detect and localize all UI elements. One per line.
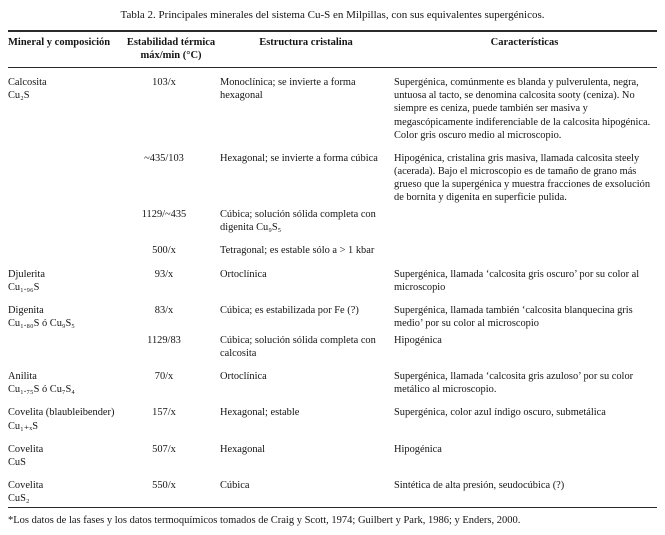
cell-structure: Ortoclínica <box>220 268 267 280</box>
mineral-name: Covelita <box>8 479 44 491</box>
mineral-name: Calcosita <box>8 77 47 89</box>
cell-mineral <box>8 435 124 471</box>
cell-mineral <box>8 296 124 332</box>
mineral-name: Digenita <box>8 304 44 316</box>
cell-stability: 1129/83 <box>147 335 181 346</box>
cell-characteristics: Supergénica, llamada ‘calcosita gris azuloso’ por su color metálico al microscopio. <box>394 371 634 396</box>
mineral-formula: Cu₁.₇₅S ó Cu₇S₄ <box>8 384 75 396</box>
cell-structure: Cúbica <box>220 479 250 491</box>
table-caption: Tabla 2. Principales minerales del sistema Cu-S en Milpillas, con sus equivalentes supergénicos. <box>120 9 545 21</box>
col-header-mineral: Mineral y composición <box>8 31 124 68</box>
cell-structure: Ortoclínica <box>220 371 267 383</box>
cell-characteristics: Supergénica, llamada también ‘calcosita blanquecina gris medio’ por su color al microscopio <box>394 304 633 329</box>
cell-mineral <box>8 398 124 434</box>
cell-characteristics <box>394 206 657 236</box>
cell-mineral <box>8 144 124 206</box>
table-row <box>8 260 657 296</box>
mineral-name: Covelita <box>8 443 44 455</box>
cell-stability: ~435/103 <box>144 152 184 164</box>
table-row <box>8 362 657 398</box>
col-header-stability: Estabilidad térmica máx/min (°C) <box>124 31 220 68</box>
mineral-name: Djulerita <box>8 268 45 280</box>
table-footnote: *Los datos de las fases y los datos termoquímicos tomados de Craig y Scott, 1974; Guilbert y Park, 1986; y Enders, 2000. <box>8 515 521 527</box>
mineral-formula: Cu₁₊ₓS <box>8 420 39 432</box>
table-row <box>8 296 657 332</box>
cell-characteristics: Sintética de alta presión, seudocúbica (?) <box>394 479 565 491</box>
table-row <box>8 68 657 144</box>
cell-stability: 70/x <box>154 371 174 383</box>
table-row <box>8 398 657 434</box>
cell-stability: 103/x <box>152 77 176 89</box>
table-row <box>8 332 657 362</box>
table-header <box>8 31 657 68</box>
cell-structure: Monoclínica; se invierte a forma hexagonal <box>220 77 356 102</box>
cell-structure: Tetragonal; es estable sólo a > 1 kbar <box>220 245 375 257</box>
mineral-formula: Cu₁.₉₆S <box>8 281 40 293</box>
table-row <box>8 206 657 236</box>
cell-structure: Hexagonal; estable <box>220 407 300 419</box>
cell-characteristics: Supergénica, color azul índigo oscuro, submetálica <box>394 407 606 419</box>
table-row <box>8 236 657 259</box>
cell-stability: 507/x <box>152 443 176 455</box>
table-row <box>8 144 657 206</box>
cell-structure: Cúbica; solución sólida completa con calcosita <box>220 335 376 360</box>
col-header-characteristics: Características <box>394 31 657 68</box>
cell-mineral <box>8 236 124 259</box>
mineral-formula: Cu₂S <box>8 90 30 102</box>
mineral-name: Anilita <box>8 371 37 383</box>
cell-mineral <box>8 332 124 362</box>
cell-stability: 1129/~435 <box>141 209 187 221</box>
cell-characteristics: Hipogénica, cristalina gris masiva, llamada calcosita steely (acerada). Bajo el microscopio es de tamaño de grano más grueso que la supergénica y muestra fracciones de exsolución de bornita y digenita en superficie pulida. <box>394 152 651 204</box>
cell-characteristics: Hipogénica <box>394 443 442 455</box>
cell-structure: Hexagonal; se invierte a forma cúbica <box>220 152 378 164</box>
col-header-structure: Estructura cristalina <box>220 31 394 68</box>
cell-mineral <box>8 68 124 144</box>
cell-stability: 83/x <box>154 304 174 316</box>
mineral-formula: CuS <box>8 456 26 468</box>
cell-mineral <box>8 206 124 236</box>
cell-mineral <box>8 362 124 398</box>
table-row <box>8 435 657 471</box>
mineral-formula: Cu₁.₈₀S ó Cu₉S₅ <box>8 317 75 329</box>
minerals-table <box>8 30 657 508</box>
cell-structure: Cúbica; es estabilizada por Fe (?) <box>220 304 359 316</box>
cell-characteristics: Hipogénica <box>394 335 442 346</box>
cell-stability: 157/x <box>152 407 176 419</box>
mineral-formula: CuS₂ <box>8 492 30 504</box>
mineral-name: Covelita (blaubleibender) <box>8 407 115 419</box>
table-row <box>8 471 657 508</box>
cell-mineral <box>8 260 124 296</box>
cell-structure: Cúbica; solución sólida completa con digenita Cu₉S₅ <box>220 209 376 234</box>
cell-characteristics: Supergénica, llamada ‘calcosita gris oscuro’ por su color al microscopio <box>394 268 640 293</box>
cell-stability: 93/x <box>154 268 174 280</box>
cell-structure: Hexagonal <box>220 443 266 455</box>
cell-stability: 550/x <box>152 479 176 491</box>
cell-characteristics: Supergénica, comúnmente es blanda y pulverulenta, negra, untuosa al tacto, se denomina calcosita sooty (ceniza). No siempre es ceniza, puede también ser masiva y megascópicamente indiferenciable de la calcosita hipogénica. Color gris oscuro medio al microscopio. <box>394 77 651 141</box>
cell-stability: 500/x <box>152 245 176 257</box>
cell-characteristics <box>394 236 657 259</box>
cell-mineral <box>8 471 124 508</box>
